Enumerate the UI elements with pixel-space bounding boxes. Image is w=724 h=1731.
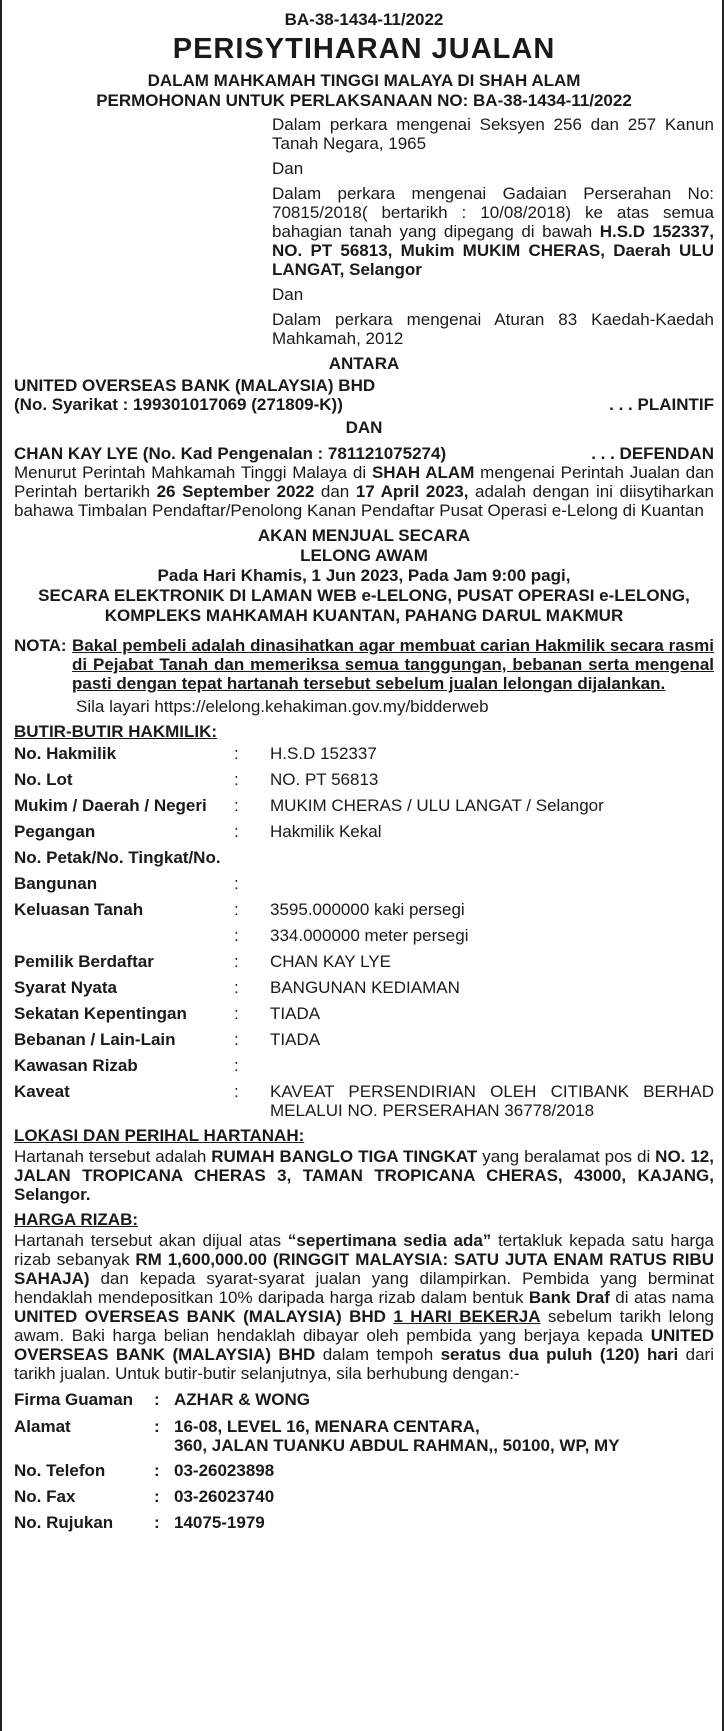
working-day: 1 HARI BEKERJA xyxy=(393,1307,541,1326)
row-key: Bangunan xyxy=(14,874,98,893)
row-value: BANGUNAN KEDIAMAN xyxy=(270,978,460,997)
row-colon: : xyxy=(234,822,239,841)
reserve-heading: HARGA RIZAB: xyxy=(14,1210,139,1229)
contact-key: No. Telefon xyxy=(14,1461,106,1480)
title-details-heading: BUTIR-BUTIR HAKMILIK: xyxy=(14,722,218,741)
court-line-2: PERMOHONAN UNTUK PERLAKSANAAN NO: BA-38-1434-11/2022 xyxy=(96,91,632,110)
plaintiff-name: UNITED OVERSEAS BANK (MALAYSIA) BHD xyxy=(14,376,376,395)
contact-table xyxy=(14,1387,714,1536)
row-key: Bebanan / Lain-Lain xyxy=(14,1030,176,1049)
row-no-lot xyxy=(14,767,714,793)
page-title: PERISYTIHARAN JUALAN xyxy=(172,33,556,65)
contact-colon: : xyxy=(154,1487,160,1506)
row-value: KAVEAT PERSENDIRIAN OLEH CITIBANK BERHAD MELALUI NO. PERSERAHAN 36778/2018 xyxy=(270,1082,714,1120)
address-line-2: 360, JALAN TUANKU ABDUL RAHMAN,, 50100, WP, MY xyxy=(174,1436,620,1455)
sale-line-5: KOMPLEKS MAHKAMAH KUANTAN, PAHANG DARUL MAKMUR xyxy=(104,606,624,625)
row-value xyxy=(270,871,714,897)
row-value: TIADA xyxy=(270,1030,321,1049)
contact-value: AZHAR & WONG xyxy=(174,1390,310,1409)
matter-2 xyxy=(272,184,714,279)
row-kawasan-rizab xyxy=(14,1053,714,1079)
row-no-petak xyxy=(14,845,714,871)
contact-colon: : xyxy=(154,1417,160,1436)
case-number: BA-38-1434-11/2022 xyxy=(284,10,444,29)
contact-value: 03-26023898 xyxy=(174,1461,275,1480)
contact-phone xyxy=(14,1458,714,1484)
contact-colon: : xyxy=(154,1513,160,1532)
sale-announcement xyxy=(14,526,714,626)
reserve-text-4: di atas nama xyxy=(609,1288,715,1307)
row-colon: : xyxy=(234,744,239,763)
row-colon: : xyxy=(234,1004,239,1023)
bidder-url[interactable]: Sila layari https://elelong.kehakiman.gov.my/bidderweb xyxy=(76,697,489,716)
row-key: No. Petak/No. Tingkat/No. xyxy=(14,848,221,867)
row-key: Kawasan Rizab xyxy=(14,1056,138,1075)
defendant-role: . . . DEFENDAN xyxy=(591,444,714,463)
reserve-text-1: Hartanah tersebut akan dijual atas xyxy=(14,1231,288,1250)
row-bebanan xyxy=(14,1027,714,1053)
court-line-1: DALAM MAHKAMAH TINGGI MALAYA DI SHAH ALAM xyxy=(147,71,581,90)
contact-colon: : xyxy=(154,1390,160,1409)
row-key: No. Lot xyxy=(14,770,73,789)
contact-address xyxy=(14,1413,714,1458)
row-colon: : xyxy=(234,1056,239,1075)
contact-key: Alamat xyxy=(14,1417,71,1436)
defendant-name: CHAN KAY LYE (No. Kad Pengenalan : 781121075274) xyxy=(14,444,447,463)
reserve-text-2: tertakluk kepada satu harga rizab sebanyak xyxy=(14,1231,714,1269)
contact-reference xyxy=(14,1510,714,1536)
row-value xyxy=(310,845,714,871)
row-no-hakmilik xyxy=(14,741,714,767)
contact-fax xyxy=(14,1484,714,1510)
row-key: Sekatan Kepentingan xyxy=(14,1004,187,1023)
row-keluasan-2 xyxy=(14,923,714,949)
bank-draft: Bank Draf xyxy=(528,1288,610,1307)
row-colon: : xyxy=(234,952,239,971)
contact-key: No. Fax xyxy=(14,1487,76,1506)
nota-label: NOTA: xyxy=(14,636,67,655)
as-is-clause: “sepertimana sedia ada” xyxy=(287,1231,492,1250)
row-pemilik xyxy=(14,949,714,975)
row-value: H.S.D 152337 xyxy=(270,744,377,763)
row-sekatan xyxy=(14,1001,714,1027)
order-text-2: mengenai Perintah Jualan dan Perintah bertarikh xyxy=(14,463,714,501)
row-key: Pemilik Berdaftar xyxy=(14,952,154,971)
matter-2-title: H.S.D 152337, NO. PT 56813, Mukim MUKIM CHERAS, Daerah ULU LANGAT, Selangor xyxy=(272,222,714,279)
title-details-table xyxy=(14,741,714,1120)
order-court: SHAH ALAM xyxy=(371,463,475,482)
matter-block xyxy=(272,115,714,348)
row-colon: : xyxy=(234,796,239,815)
row-key: Mukim / Daerah / Negeri xyxy=(14,796,207,815)
bank-name-1: UNITED OVERSEAS BANK (MALAYSIA) BHD xyxy=(14,1307,386,1326)
matter-dan-1: Dan xyxy=(272,159,304,178)
payment-period: seratus dua puluh (120) hari xyxy=(440,1345,679,1364)
row-value: Hakmilik Kekal xyxy=(270,822,382,841)
contact-value: 14075-1979 xyxy=(174,1513,265,1532)
location-text-1: Hartanah tersebut adalah xyxy=(14,1147,212,1166)
row-colon: : xyxy=(234,874,239,893)
row-pegangan xyxy=(14,819,714,845)
row-value: MUKIM CHERAS / ULU LANGAT / Selangor xyxy=(270,796,604,815)
sale-line-2: LELONG AWAM xyxy=(300,546,428,565)
reserve-text-3: dan kepada syarat-syarat jualan yang dilampirkan. Pembida yang berminat hendaklah mendepositkan 10% daripada harga rizab dalam bentuk xyxy=(14,1269,714,1307)
row-colon: : xyxy=(234,1082,239,1101)
row-colon: : xyxy=(234,770,239,789)
row-bangunan xyxy=(14,871,714,897)
row-key: Pegangan xyxy=(14,822,96,841)
dan-label: DAN xyxy=(345,418,383,437)
reserve-text-6: dalam tempoh xyxy=(315,1345,441,1364)
row-value: 3595.000000 kaki persegi xyxy=(270,900,465,919)
row-value: TIADA xyxy=(270,1004,321,1023)
plaintiff-role: . . . PLAINTIF xyxy=(609,395,714,414)
order-paragraph xyxy=(14,463,714,520)
row-colon: : xyxy=(234,926,239,945)
reserve-text-5: sebelum tarikh lelong awam. Baki harga belian hendaklah dibayar oleh pembida yang berjaya kepada xyxy=(14,1307,714,1345)
row-keluasan-1 xyxy=(14,897,714,923)
row-colon xyxy=(274,845,310,871)
contact-key: Firma Guaman xyxy=(14,1390,134,1409)
row-syarat xyxy=(14,975,714,1001)
property-address: NO. 12, JALAN TROPICANA CHERAS 3, TAMAN TROPICANA CHERAS, 43000, KAJANG, Selangor. xyxy=(14,1147,714,1204)
order-text-1: Menurut Perintah Mahkamah Tinggi Malaya di xyxy=(14,463,372,482)
row-key xyxy=(14,923,234,949)
reserve-price: RM 1,600,000.00 (RINGGIT MALAYSIA: SATU JUTA ENAM RATUS RIBU SAHAJA) xyxy=(14,1250,714,1288)
order-text-4: adalah dengan ini diisytiharkan bahawa Timbalan Pendaftar/Penolong Kanan Pendaftar Pusat Operasi e-Lelong di Kuantan xyxy=(14,482,715,520)
antara-label: ANTARA xyxy=(328,354,400,373)
plaintiff-row xyxy=(14,395,714,414)
contact-colon: : xyxy=(154,1461,160,1480)
order-date-2: 17 April 2023, xyxy=(355,482,469,501)
row-colon: : xyxy=(234,978,239,997)
matter-1: Dalam perkara mengenai Seksyen 256 dan 257 Kanun Tanah Negara, 1965 xyxy=(272,115,714,153)
bank-name-2: UNITED OVERSEAS BANK (MALAYSIA) BHD xyxy=(14,1326,714,1364)
contact-value xyxy=(174,1417,714,1455)
order-date-1: 26 September 2022 xyxy=(156,482,315,501)
row-key: Kaveat xyxy=(14,1082,70,1101)
matter-dan-2: Dan xyxy=(272,285,304,304)
row-value: NO. PT 56813 xyxy=(270,770,379,789)
reserve-text-7: dari tarikh jualan. Untuk butir-butir selanjutnya, sila berhubung dengan:- xyxy=(14,1345,714,1383)
reserve-paragraph xyxy=(14,1231,714,1383)
location-text-2: yang beralamat pos di xyxy=(477,1147,656,1166)
row-colon: : xyxy=(234,900,239,919)
row-key: Syarat Nyata xyxy=(14,978,118,997)
matter-3: Dalam perkara mengenai Aturan 83 Kaedah-Kaedah Mahkamah, 2012 xyxy=(272,310,714,348)
row-value: CHAN KAY LYE xyxy=(270,952,391,971)
sale-line-1: AKAN MENJUAL SECARA xyxy=(257,526,471,545)
address-line-1: 16-08, LEVEL 16, MENARA CENTARA, xyxy=(174,1417,480,1436)
plaintiff-reg: (No. Syarikat : 199301017069 (271809-K)) xyxy=(14,395,343,414)
nota-text: Bakal pembeli adalah dinasihatkan agar membuat carian Hakmilik secara rasmi di Pejabat Tanah dan memeriksa semua tanggungan, bebanan serta mengenal pasti dengan tepat hartanah tersebut sebelum jualan lelongan dijalankan. xyxy=(72,636,714,693)
contact-firm xyxy=(14,1387,714,1413)
location-paragraph xyxy=(14,1147,714,1204)
row-kaveat xyxy=(14,1079,714,1120)
sale-proclamation xyxy=(14,8,714,1536)
order-text-3: dan xyxy=(314,482,356,501)
contact-value: 03-26023740 xyxy=(174,1487,275,1506)
property-type: RUMAH BANGLO TIGA TINGKAT xyxy=(211,1147,478,1166)
row-key: No. Hakmilik xyxy=(14,744,117,763)
row-value xyxy=(270,1053,714,1079)
row-mukim xyxy=(14,793,714,819)
contact-key: No. Rujukan xyxy=(14,1513,114,1532)
sale-line-3: Pada Hari Khamis, 1 Jun 2023, Pada Jam 9:00 pagi, xyxy=(157,566,571,585)
nota-block xyxy=(14,636,714,693)
defendant-row xyxy=(14,444,714,463)
row-key: Keluasan Tanah xyxy=(14,900,144,919)
sale-line-4: SECARA ELEKTRONIK DI LAMAN WEB e-LELONG, PUSAT OPERASI e-LELONG, xyxy=(38,586,690,605)
location-heading: LOKASI DAN PERIHAL HARTANAH: xyxy=(14,1126,305,1145)
row-colon: : xyxy=(234,1030,239,1049)
row-value: 334.000000 meter persegi xyxy=(270,926,469,945)
matter-2-text: Dalam perkara mengenai Gadaian Perserahan No: 70815/2018( bertarikh : 10/08/2018) ke atas semua bahagian tanah yang dipegang di bawah xyxy=(272,184,714,241)
